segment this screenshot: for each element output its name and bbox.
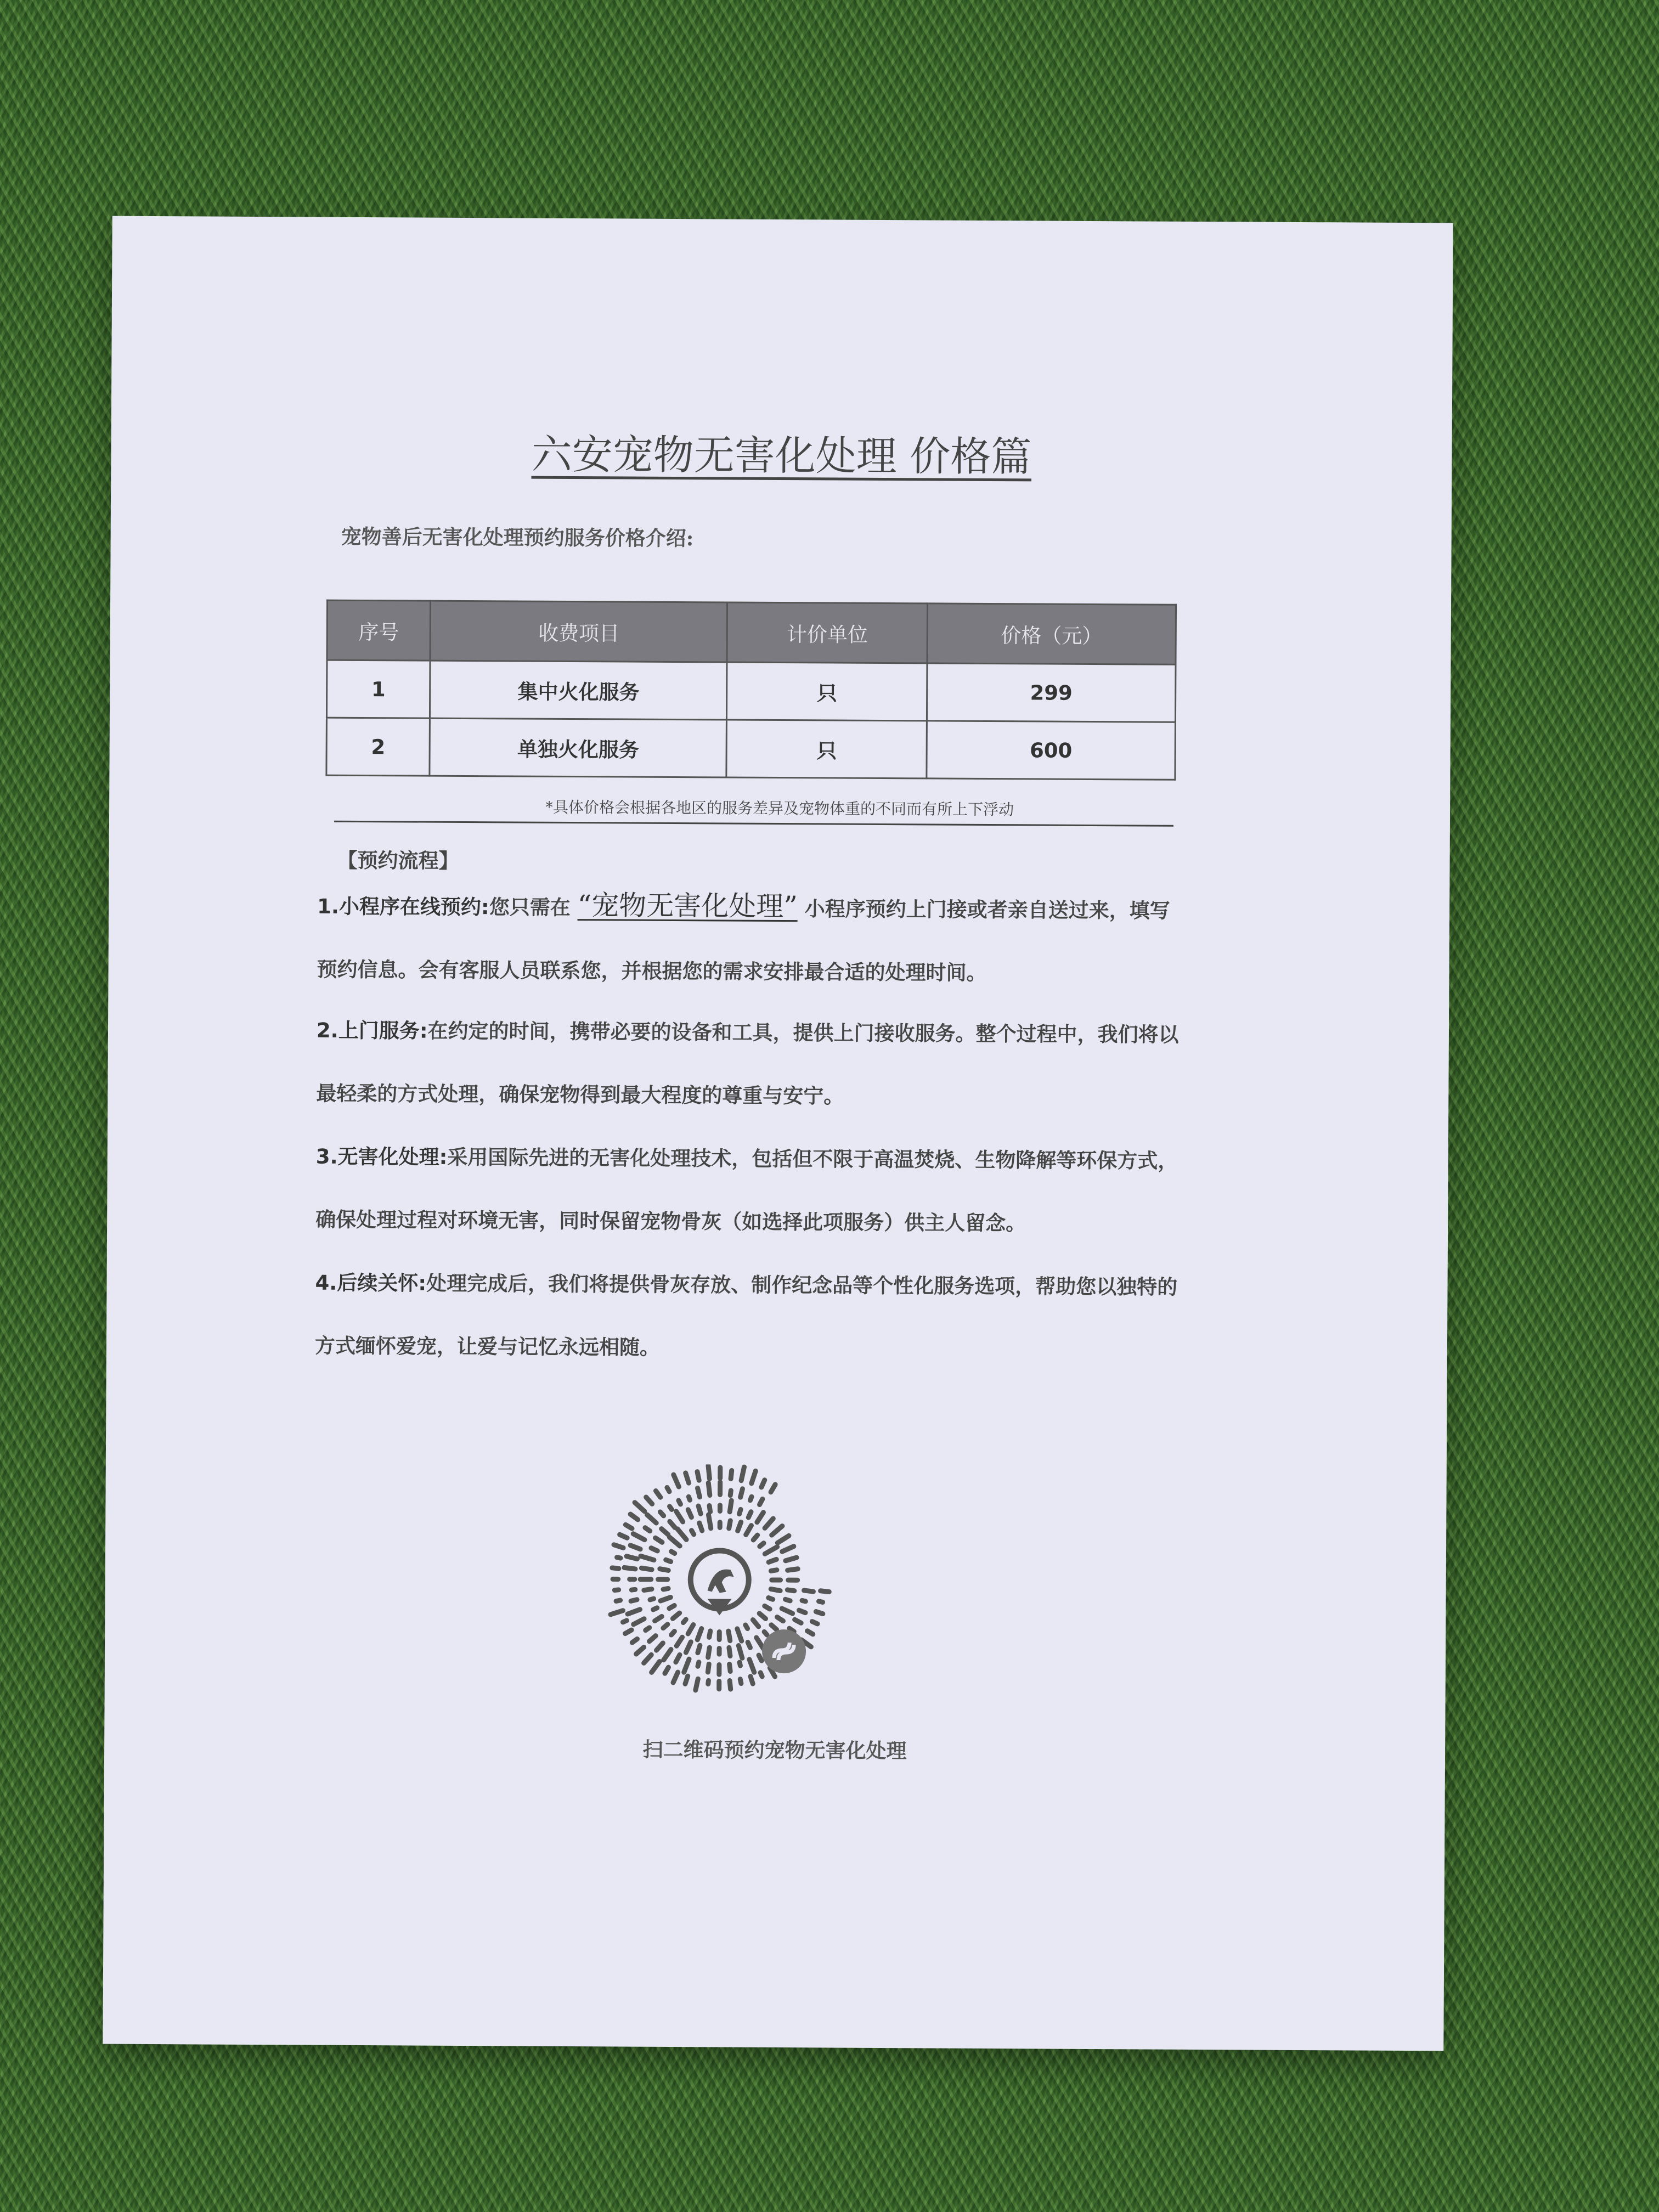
step-text: 采用国际先进的无害化处理技术，包括但不限于高温焚烧、生物降解等环保方式，确保处理过程对环境无害，同时保留宠物骨灰（如选择此项服务）供主人留念。 xyxy=(315,1145,1178,1235)
column-header: 收费项目 xyxy=(430,601,727,662)
table-cell: 1 xyxy=(326,660,430,718)
page-title: 六安宠物无害化处理 价格篇 xyxy=(531,431,1032,481)
step-text: 在约定的时间，携带必要的设备和工具，提供上门接收服务。整个过程中，我们将以最轻柔的方式处理，确保宠物得到最大程度的尊重与安宁。 xyxy=(316,1019,1179,1108)
step-label: 3.无害化处理: xyxy=(315,1144,448,1169)
mini-program-name: “宠物无害化处理” xyxy=(577,889,798,923)
table-cell: 299 xyxy=(927,663,1176,722)
step-1 xyxy=(317,873,1189,1006)
step-2 xyxy=(316,999,1189,1130)
price-table xyxy=(325,600,1177,781)
table-row xyxy=(326,660,1176,722)
price-sheet xyxy=(103,216,1453,2051)
price-note: *具体价格会根据各地区的服务差异及宠物体重的不同而有所上下浮动 xyxy=(545,798,1014,819)
column-header: 价格（元） xyxy=(927,603,1176,664)
table-cell: 只 xyxy=(727,662,927,721)
step-label: 2.上门服务: xyxy=(316,1018,428,1043)
step-text: 处理完成后，我们将提供骨灰存放、制作纪念品等个性化服务选项，帮助您以独特的方式缅怀爱宠，让爱与记忆永远相随。 xyxy=(314,1271,1178,1359)
table-cell: 600 xyxy=(927,721,1175,780)
column-header: 序号 xyxy=(327,600,431,661)
table-cell: 2 xyxy=(326,718,430,776)
qr-caption: 扫二维码预约宠物无害化处理 xyxy=(642,1737,907,1763)
table-cell: 只 xyxy=(726,720,927,778)
intro-text: 宠物善后无害化处理预约服务价格介绍: xyxy=(341,524,694,551)
table-cell: 单独火化服务 xyxy=(430,718,727,777)
step-text: 小程序预约上门接或者亲自送过来，填写预约信息。会有客服人员联系您，并根据您的需求安排最合适的处理时间。 xyxy=(317,897,1170,985)
step-label: 4.后续关怀: xyxy=(315,1271,427,1295)
step-text: 您只需在 xyxy=(489,895,571,920)
section-title: 【预约流程】 xyxy=(337,848,459,873)
table-header-row xyxy=(327,600,1176,664)
step-4 xyxy=(315,1251,1188,1382)
table-row xyxy=(326,718,1176,780)
step-3 xyxy=(315,1125,1188,1256)
divider xyxy=(334,821,1173,827)
column-header: 计价单位 xyxy=(727,602,927,663)
table-cell: 集中火化服务 xyxy=(430,661,727,720)
step-label: 1.小程序在线预约: xyxy=(317,894,489,919)
mini-program-qr-code[interactable] xyxy=(604,1464,836,1695)
